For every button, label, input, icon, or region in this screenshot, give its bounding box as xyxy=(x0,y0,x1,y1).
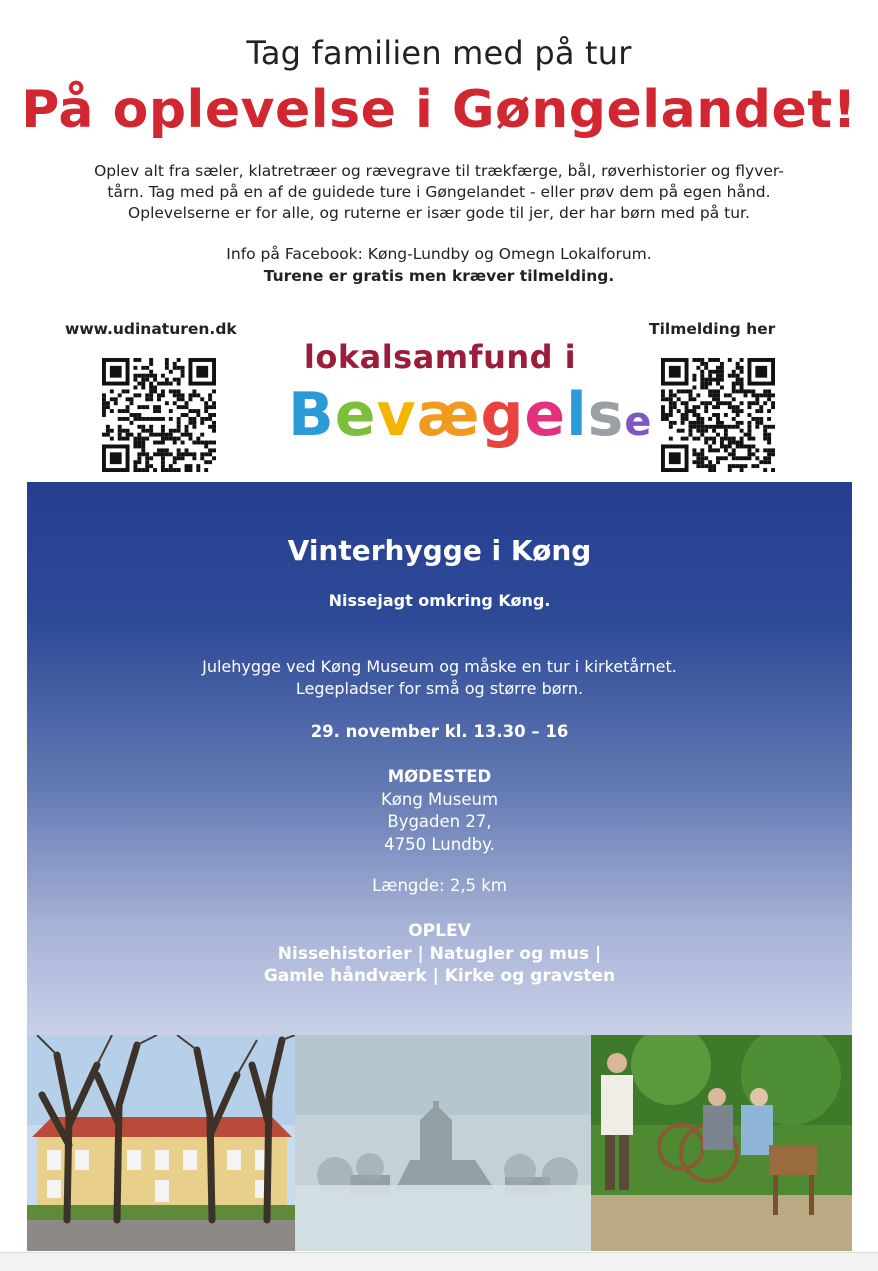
description-line: Julehygge ved Køng Museum og måske en tur i kirketårnet. xyxy=(202,657,677,676)
website-label: www.udinaturen.dk xyxy=(65,320,237,338)
website-qr-code[interactable] xyxy=(102,358,216,472)
meeting-heading: MØDESTED xyxy=(387,767,492,786)
event-subtitle: Nissejagt omkring Køng. xyxy=(328,591,551,610)
museum-photo xyxy=(27,1035,295,1251)
registration-notice: Turene er gratis men kræver tilmelding. xyxy=(263,267,615,285)
tagline: Tag familien med på tur xyxy=(246,34,632,72)
event-description xyxy=(27,656,852,700)
info-block xyxy=(0,243,878,287)
logo-letter: e xyxy=(624,399,653,445)
logo-letter: e xyxy=(524,380,567,450)
intro-line: Oplev alt fra sæler, klatretræer og rævegrave til trækfærge, bål, røverhistorier og flyver- xyxy=(94,162,784,180)
meeting-line: 4750 Lundby. xyxy=(384,834,495,854)
intro-line: Oplevelserne er for alle, og ruterne er især gode til jer, der har børn med på tur. xyxy=(128,204,750,222)
logo-letter: e xyxy=(334,380,377,450)
logo-letter: l xyxy=(566,380,588,450)
bottom-scroll-area xyxy=(0,1252,878,1271)
logo-letter: s xyxy=(587,380,625,450)
experiences xyxy=(27,920,852,988)
logo-letter: B xyxy=(288,380,335,450)
crafts-photo xyxy=(591,1035,852,1251)
event-panel xyxy=(27,482,852,1035)
logo-letter: g xyxy=(480,380,525,450)
facebook-info: Info på Facebook: Køng-Lundby og Omegn Lokalforum. xyxy=(226,245,652,263)
church-photo xyxy=(295,1035,591,1251)
logo-letter: v xyxy=(376,380,417,450)
event-title: Vinterhygge i Køng xyxy=(287,534,592,567)
signup-qr-code[interactable] xyxy=(661,358,775,472)
route-length: Længde: 2,5 km xyxy=(372,876,507,895)
meeting-place xyxy=(27,766,852,856)
photo-strip xyxy=(27,1035,852,1251)
logo-letter: æ xyxy=(416,380,481,450)
intro-text xyxy=(40,161,838,224)
experiences-heading: OPLEV xyxy=(408,921,471,941)
logo-line2 xyxy=(288,380,653,450)
description-line: Legepladser for små og større børn. xyxy=(295,679,584,698)
logo-line1: lokalsamfund i xyxy=(303,338,577,376)
meeting-line: Køng Museum xyxy=(380,789,499,809)
event-date: 29. november kl. 13.30 – 16 xyxy=(310,722,569,741)
page-title: På oplevelse i Gøngelandet! xyxy=(21,80,857,140)
signup-label: Tilmelding her xyxy=(649,320,776,338)
experiences-line: Nissehistorier | Natugler og mus | xyxy=(277,943,602,964)
intro-line: tårn. Tag med på en af de guidede ture i Gøngelandet - eller prøv dem på egen hånd. xyxy=(107,183,771,201)
meeting-line: Bygaden 27, xyxy=(387,812,492,831)
experiences-line: Gamle håndværk | Kirke og gravsten xyxy=(263,966,616,986)
